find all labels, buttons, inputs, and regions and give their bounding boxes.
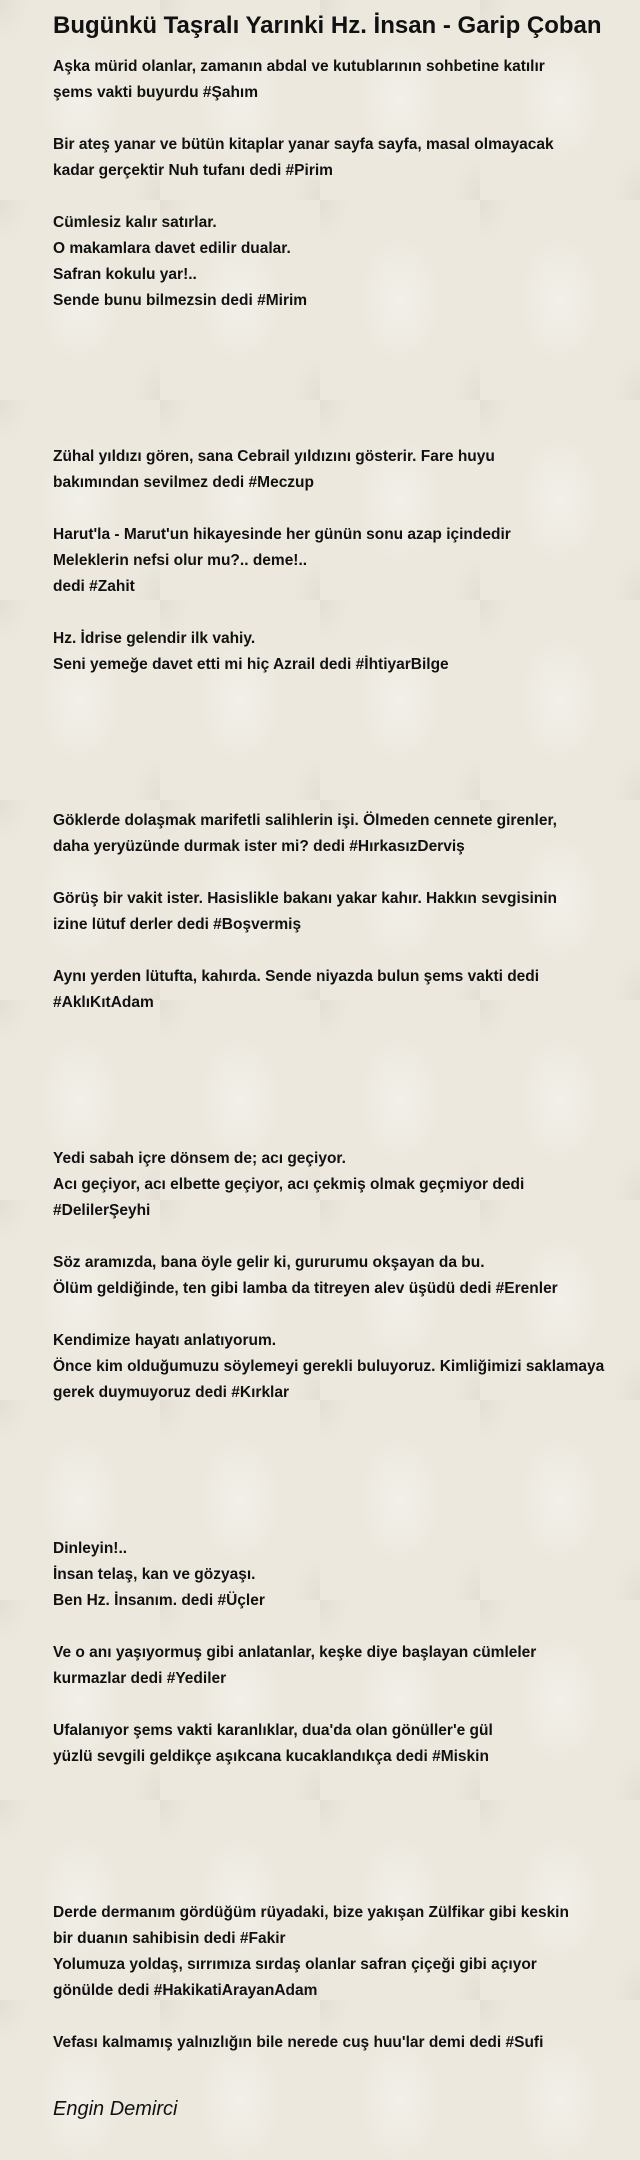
- poem-line: Ben Hz. İnsanım. dedi #Üçler: [53, 1592, 265, 1609]
- stanza: [53, 2030, 633, 2056]
- poem-line: Ve o anı yaşıyormuş gibi anlatanlar, keşke diye başlayan cümleler: [53, 1644, 537, 1661]
- stanza-gap: [53, 106, 633, 132]
- poem-line: Derde dermanım gördüğüm rüyadaki, bize yakışan Zülfikar gibi keskin: [53, 1904, 569, 1921]
- section-gap: [53, 314, 633, 444]
- poem-line: Acı geçiyor, acı elbette geçiyor, acı çekmiş olmak geçmiyor dedi: [53, 1176, 525, 1193]
- poem-line: Ufalanıyor şems vakti karanlıklar, dua'da olan gönüller'e gül: [53, 1722, 493, 1739]
- poem-line: Cümlesiz kalır satırlar.: [53, 214, 217, 231]
- poem-line: O makamlara davet edilir dualar.: [53, 240, 291, 257]
- stanza: [53, 626, 633, 678]
- section-gap: [53, 1770, 633, 1900]
- stanza-gap: [53, 938, 633, 964]
- poem-line: gerek duymuyoruz dedi #Kırklar: [53, 1384, 290, 1401]
- poem-line: Göklerde dolaşmak marifetli salihlerin işi. Ölmeden cennete girenler,: [53, 812, 557, 829]
- poem-line: kadar gerçektir Nuh tufanı dedi #Pirim: [53, 162, 333, 179]
- poem-line: Bir ateş yanar ve bütün kitaplar yanar sayfa sayfa, masal olmayacak: [53, 136, 554, 153]
- poem-line: şems vakti buyurdu #Şahım: [53, 84, 259, 101]
- poem-line: Safran kokulu yar!..: [53, 266, 197, 283]
- poem-author: Engin Demirci: [53, 2098, 178, 2120]
- poem-line: Sende bunu bilmezsin dedi #Mirim: [53, 292, 308, 309]
- stanza: [53, 1146, 633, 1224]
- poem-line: Görüş bir vakit ister. Hasislikle bakanı yakar kahır. Hakkın sevgisinin: [53, 890, 557, 907]
- stanza: [53, 1328, 633, 1406]
- poem-line: gönülde dedi #HakikatiArayanAdam: [53, 1982, 318, 1999]
- poem-line: dedi #Zahit: [53, 578, 135, 595]
- stanza: [53, 210, 633, 314]
- poem-line: Söz aramızda, bana öyle gelir ki, gururumu okşayan da bu.: [53, 1254, 485, 1271]
- stanza: [53, 1900, 633, 2004]
- stanza: [53, 964, 633, 1016]
- poem-line: yüzlü sevgili geldikçe aşıkcana kucaklandıkça dedi #Miskin: [53, 1748, 489, 1765]
- section-gap: [53, 1406, 633, 1536]
- stanza-gap: [53, 860, 633, 886]
- poem-line: daha yeryüzünde durmak ister mi? dedi #HırkasızDerviş: [53, 838, 465, 855]
- poem-line: Önce kim olduğumuzu söylemeyi gerekli buluyoruz. Kimliğimizi saklamaya: [53, 1358, 605, 1375]
- poem-line: İnsan telaş, kan ve gözyaşı.: [53, 1566, 256, 1583]
- poem-line: kurmazlar dedi #Yediler: [53, 1670, 227, 1687]
- poem-line: Vefası kalmamış yalnızlığın bile nerede cuş huu'lar demi dedi #Sufi: [53, 2034, 544, 2051]
- stanza-gap: [53, 1692, 633, 1718]
- poem-body: [53, 54, 633, 2056]
- stanza: [53, 886, 633, 938]
- stanza: [53, 132, 633, 184]
- poem-line: #DelilerŞeyhi: [53, 1202, 151, 1219]
- stanza: [53, 54, 633, 106]
- poem-title: Bugünkü Taşralı Yarınki Hz. İnsan - Garip Çoban: [53, 12, 602, 39]
- poem-line: Kendimize hayatı anlatıyorum.: [53, 1332, 277, 1349]
- stanza-gap: [53, 1614, 633, 1640]
- poem-line: Ölüm geldiğinde, ten gibi lamba da titreyen alev üşüdü dedi #Erenler: [53, 1280, 558, 1297]
- stanza-gap: [53, 1224, 633, 1250]
- stanza: [53, 808, 633, 860]
- poem-line: #AklıKıtAdam: [53, 994, 154, 1011]
- stanza-gap: [53, 2004, 633, 2030]
- stanza-gap: [53, 1302, 633, 1328]
- poem-line: Yolumuza yoldaş, sırrımıza sırdaş olanlar safran çiçeği gibi açıyor: [53, 1956, 537, 1973]
- stanza: [53, 1640, 633, 1692]
- poem-line: Zühal yıldızı gören, sana Cebrail yıldızını gösterir. Fare huyu: [53, 448, 495, 465]
- stanza: [53, 522, 633, 600]
- stanza: [53, 444, 633, 496]
- poem-line: bakımından sevilmez dedi #Meczup: [53, 474, 314, 491]
- stanza: [53, 1718, 633, 1770]
- poem-line: Harut'la - Marut'un hikayesinde her günün sonu azap içindedir: [53, 526, 511, 543]
- stanza-gap: [53, 184, 633, 210]
- poem-line: bir duanın sahibisin dedi #Fakir: [53, 1930, 286, 1947]
- poem-line: Meleklerin nefsi olur mu?.. deme!..: [53, 552, 308, 569]
- poem-line: Seni yemeğe davet etti mi hiç Azrail dedi #İhtiyarBilge: [53, 656, 449, 673]
- section-gap: [53, 1016, 633, 1146]
- stanza: [53, 1250, 633, 1302]
- poem-line: Aşka mürid olanlar, zamanın abdal ve kutublarının sohbetine katılır: [53, 58, 545, 75]
- poem-line: Yedi sabah içre dönsem de; acı geçiyor.: [53, 1150, 346, 1167]
- poem-line: izine lütuf derler dedi #Boşvermiş: [53, 916, 302, 933]
- section-gap: [53, 678, 633, 808]
- stanza-gap: [53, 496, 633, 522]
- stanza: [53, 1536, 633, 1614]
- poem-line: Aynı yerden lütufta, kahırda. Sende niyazda bulun şems vakti dedi: [53, 968, 540, 985]
- stanza-gap: [53, 600, 633, 626]
- poem-line: Hz. İdrise gelendir ilk vahiy.: [53, 630, 256, 647]
- poem-line: Dinleyin!..: [53, 1540, 128, 1557]
